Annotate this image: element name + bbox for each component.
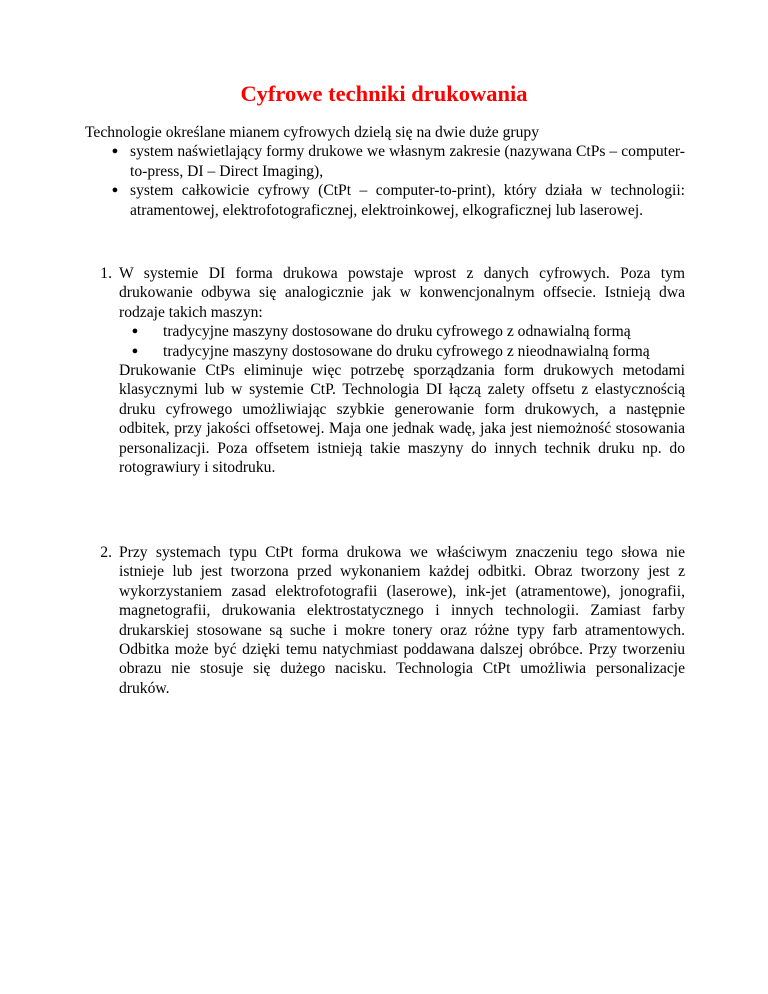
intro-section: [85, 123, 685, 220]
section-body: [119, 264, 685, 477]
section-body: [119, 543, 685, 698]
sub-bullet-text: tradycyjne maszyny dostosowane do druku cyfrowego z odnawialną formą: [163, 323, 631, 341]
section-number: 1.: [100, 265, 112, 282]
sub-bullet-text: tradycyjne maszyny dostosowane do druku cyfrowego z nieodnawialną formą: [163, 342, 650, 360]
section-lead: W systemie DI forma drukowa powstaje wprost z danych cyfrowych. Poza tym drukowanie odbywa się analogicznie jak w konwencjonalnym offsecie. Istnieją dwa rodzaje takich maszyn:: [119, 265, 685, 321]
intro-bullet-text: system naświetlający formy drukowe we własnym zakresie (nazywana CtPs – computer-to-press, DI – Direct Imaging),: [130, 143, 685, 180]
section-paragraph: Drukowanie CtPs eliminuje więc potrzebę sporządzania form drukowych metodami klasycznymi lub w systemie CtP. Technologia DI łączą zalety offsetu z elastycznością druku cyfrowego umożliwiając szybkie generowanie form drukowych, a następnie odbitek, przy jakości offsetowej. Maja one jednak wadę, jaka jest niemożność stosowania personalizacji. Poza offsetem istnieją takie maszyny do innych technik druku np. do rotograwiury i sitodruku.: [119, 362, 685, 477]
list-item: [85, 142, 685, 181]
intro-lead: Technologie określane mianem cyfrowych dzielą się na dwie duże grupy: [85, 124, 539, 141]
list-item: [119, 342, 685, 361]
intro-bullet-list: [85, 142, 685, 220]
section-number: 2.: [100, 544, 112, 561]
numbered-section-1: [85, 264, 685, 477]
numbered-section-2: [85, 543, 685, 698]
bullet-icon: ●: [111, 145, 119, 158]
list-item: [119, 322, 685, 341]
bullet-icon: ●: [131, 344, 139, 357]
list-item: [85, 181, 685, 220]
section-paragraph: Przy systemach typu CtPt forma drukowa we właściwym znaczeniu tego słowa nie istnieje lub jest tworzona przed wykonaniem każdej odbitki. Obraz tworzony jest z wykorzystaniem zasad elektrofotografii (laserowe), ink-jet (atramentowe), jonografii, magnetografii, drukowania elektrostatycznego i innych technologii. Zamiast farby drukarskiej stosowane są suche i mokre tonery oraz różne typy farb atramentowych. Odbitka może być dzięki temu natychmiast poddawana dalszej obróbce. Przy tworzeniu obrazu nie stosuje się dużego nacisku. Technologia CtPt umożliwia personalizacje druków.: [119, 544, 685, 697]
bullet-icon: ●: [111, 184, 119, 197]
bullet-icon: ●: [131, 325, 139, 338]
page-title: Cyfrowe techniki drukowania: [240, 81, 528, 106]
intro-bullet-text: system całkowicie cyfrowy (CtPt – computer-to-print), który działa w technologii: atramentowej, elektrofotograficznej, elektroinkowej, elkograficznej lub laserowej.: [130, 182, 685, 219]
